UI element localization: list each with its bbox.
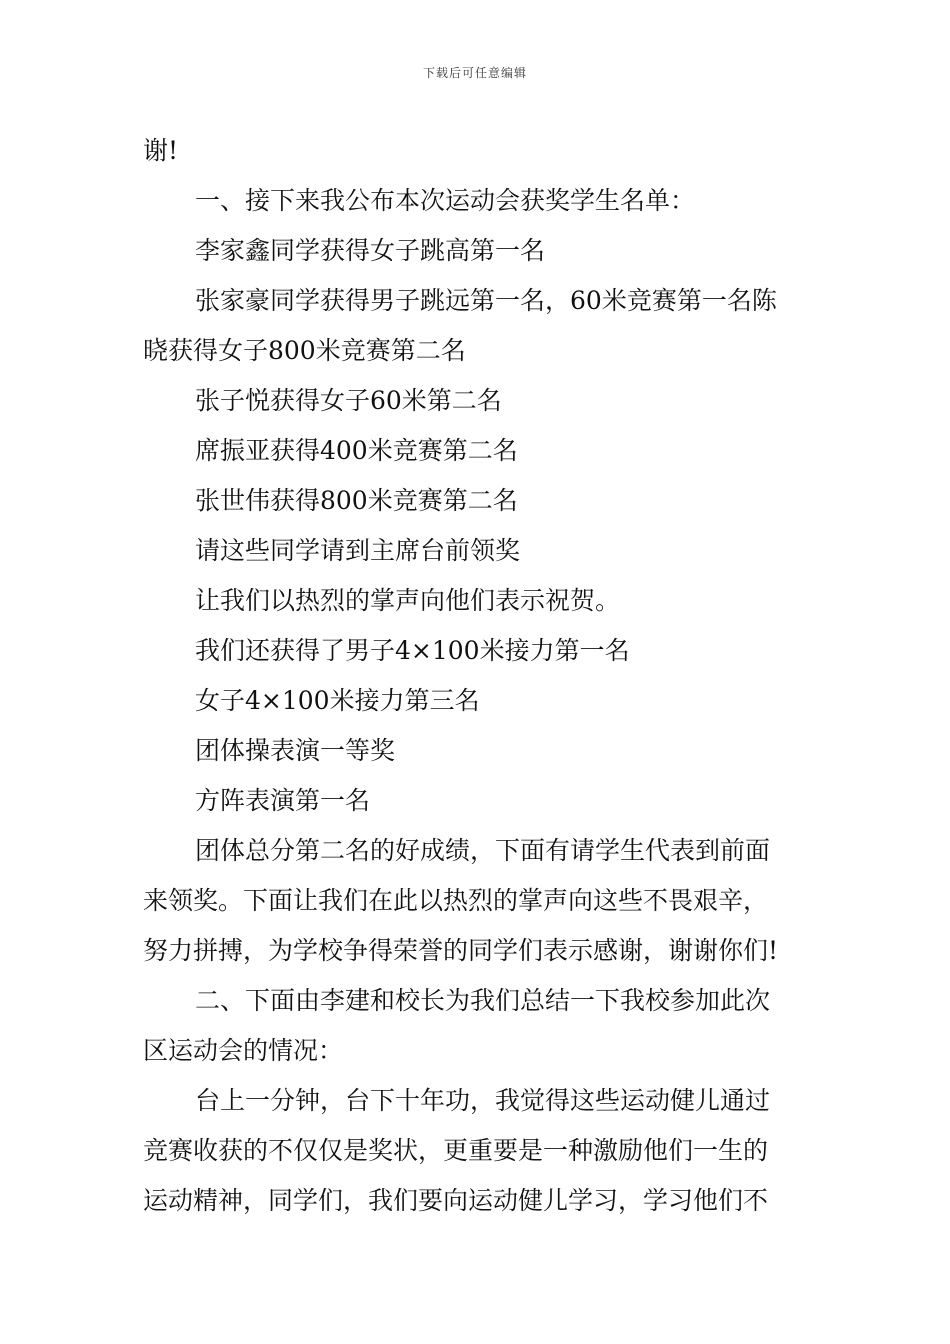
text-line: 方阵表演第一名: [195, 786, 371, 815]
document-body: [143, 126, 808, 1226]
text-line: 台上一分钟，台下十年功，我觉得这些运动健儿通过: [195, 1086, 771, 1115]
text-line: 谢!: [143, 136, 179, 165]
text-line: 区运动会的情况：: [143, 1036, 344, 1065]
text-line: 团体操表演一等奖: [195, 736, 396, 765]
text-line: 张世伟获得800米竞赛第二名: [195, 486, 518, 515]
text-line: 让我们以热烈的掌声向他们表示祝贺。: [195, 586, 621, 615]
text-line: 团体总分第二名的好成绩，下面有请学生代表到前面: [195, 836, 771, 865]
text-line: 我们还获得了男子4×100米接力第一名: [195, 636, 630, 665]
text-line: 张家豪同学获得男子跳远第一名，60米竞赛第一名陈: [195, 286, 777, 315]
text-line: 请这些同学请到主席台前领奖: [195, 536, 521, 565]
text-line: 竞赛收获的不仅仅是奖状，更重要是一种激励他们一生的: [143, 1136, 769, 1165]
text-line: 女子4×100米接力第三名: [195, 686, 480, 715]
text-line: 运动精神，同学们，我们要向运动健儿学习，学习他们不: [143, 1186, 769, 1215]
text-line: 席振亚获得400米竞赛第二名: [195, 436, 518, 465]
text-line: 李家鑫同学获得女子跳高第一名: [195, 236, 546, 265]
page-header: 下载后可任意编辑: [422, 66, 527, 80]
text-line: 来领奖。下面让我们在此以热烈的掌声向这些不畏艰辛，: [143, 886, 769, 915]
text-line: 努力拼搏，为学校争得荣誉的同学们表示感谢，谢谢你们!: [143, 936, 779, 965]
text-line: 张子悦获得女子60米第二名: [195, 386, 502, 415]
text-line: 二、下面由李建和校长为我们总结一下我校参加此次: [195, 986, 771, 1015]
text-line: 一、接下来我公布本次运动会获奖学生名单：: [195, 186, 696, 215]
text-line: 晓获得女子800米竞赛第二名: [143, 336, 466, 365]
